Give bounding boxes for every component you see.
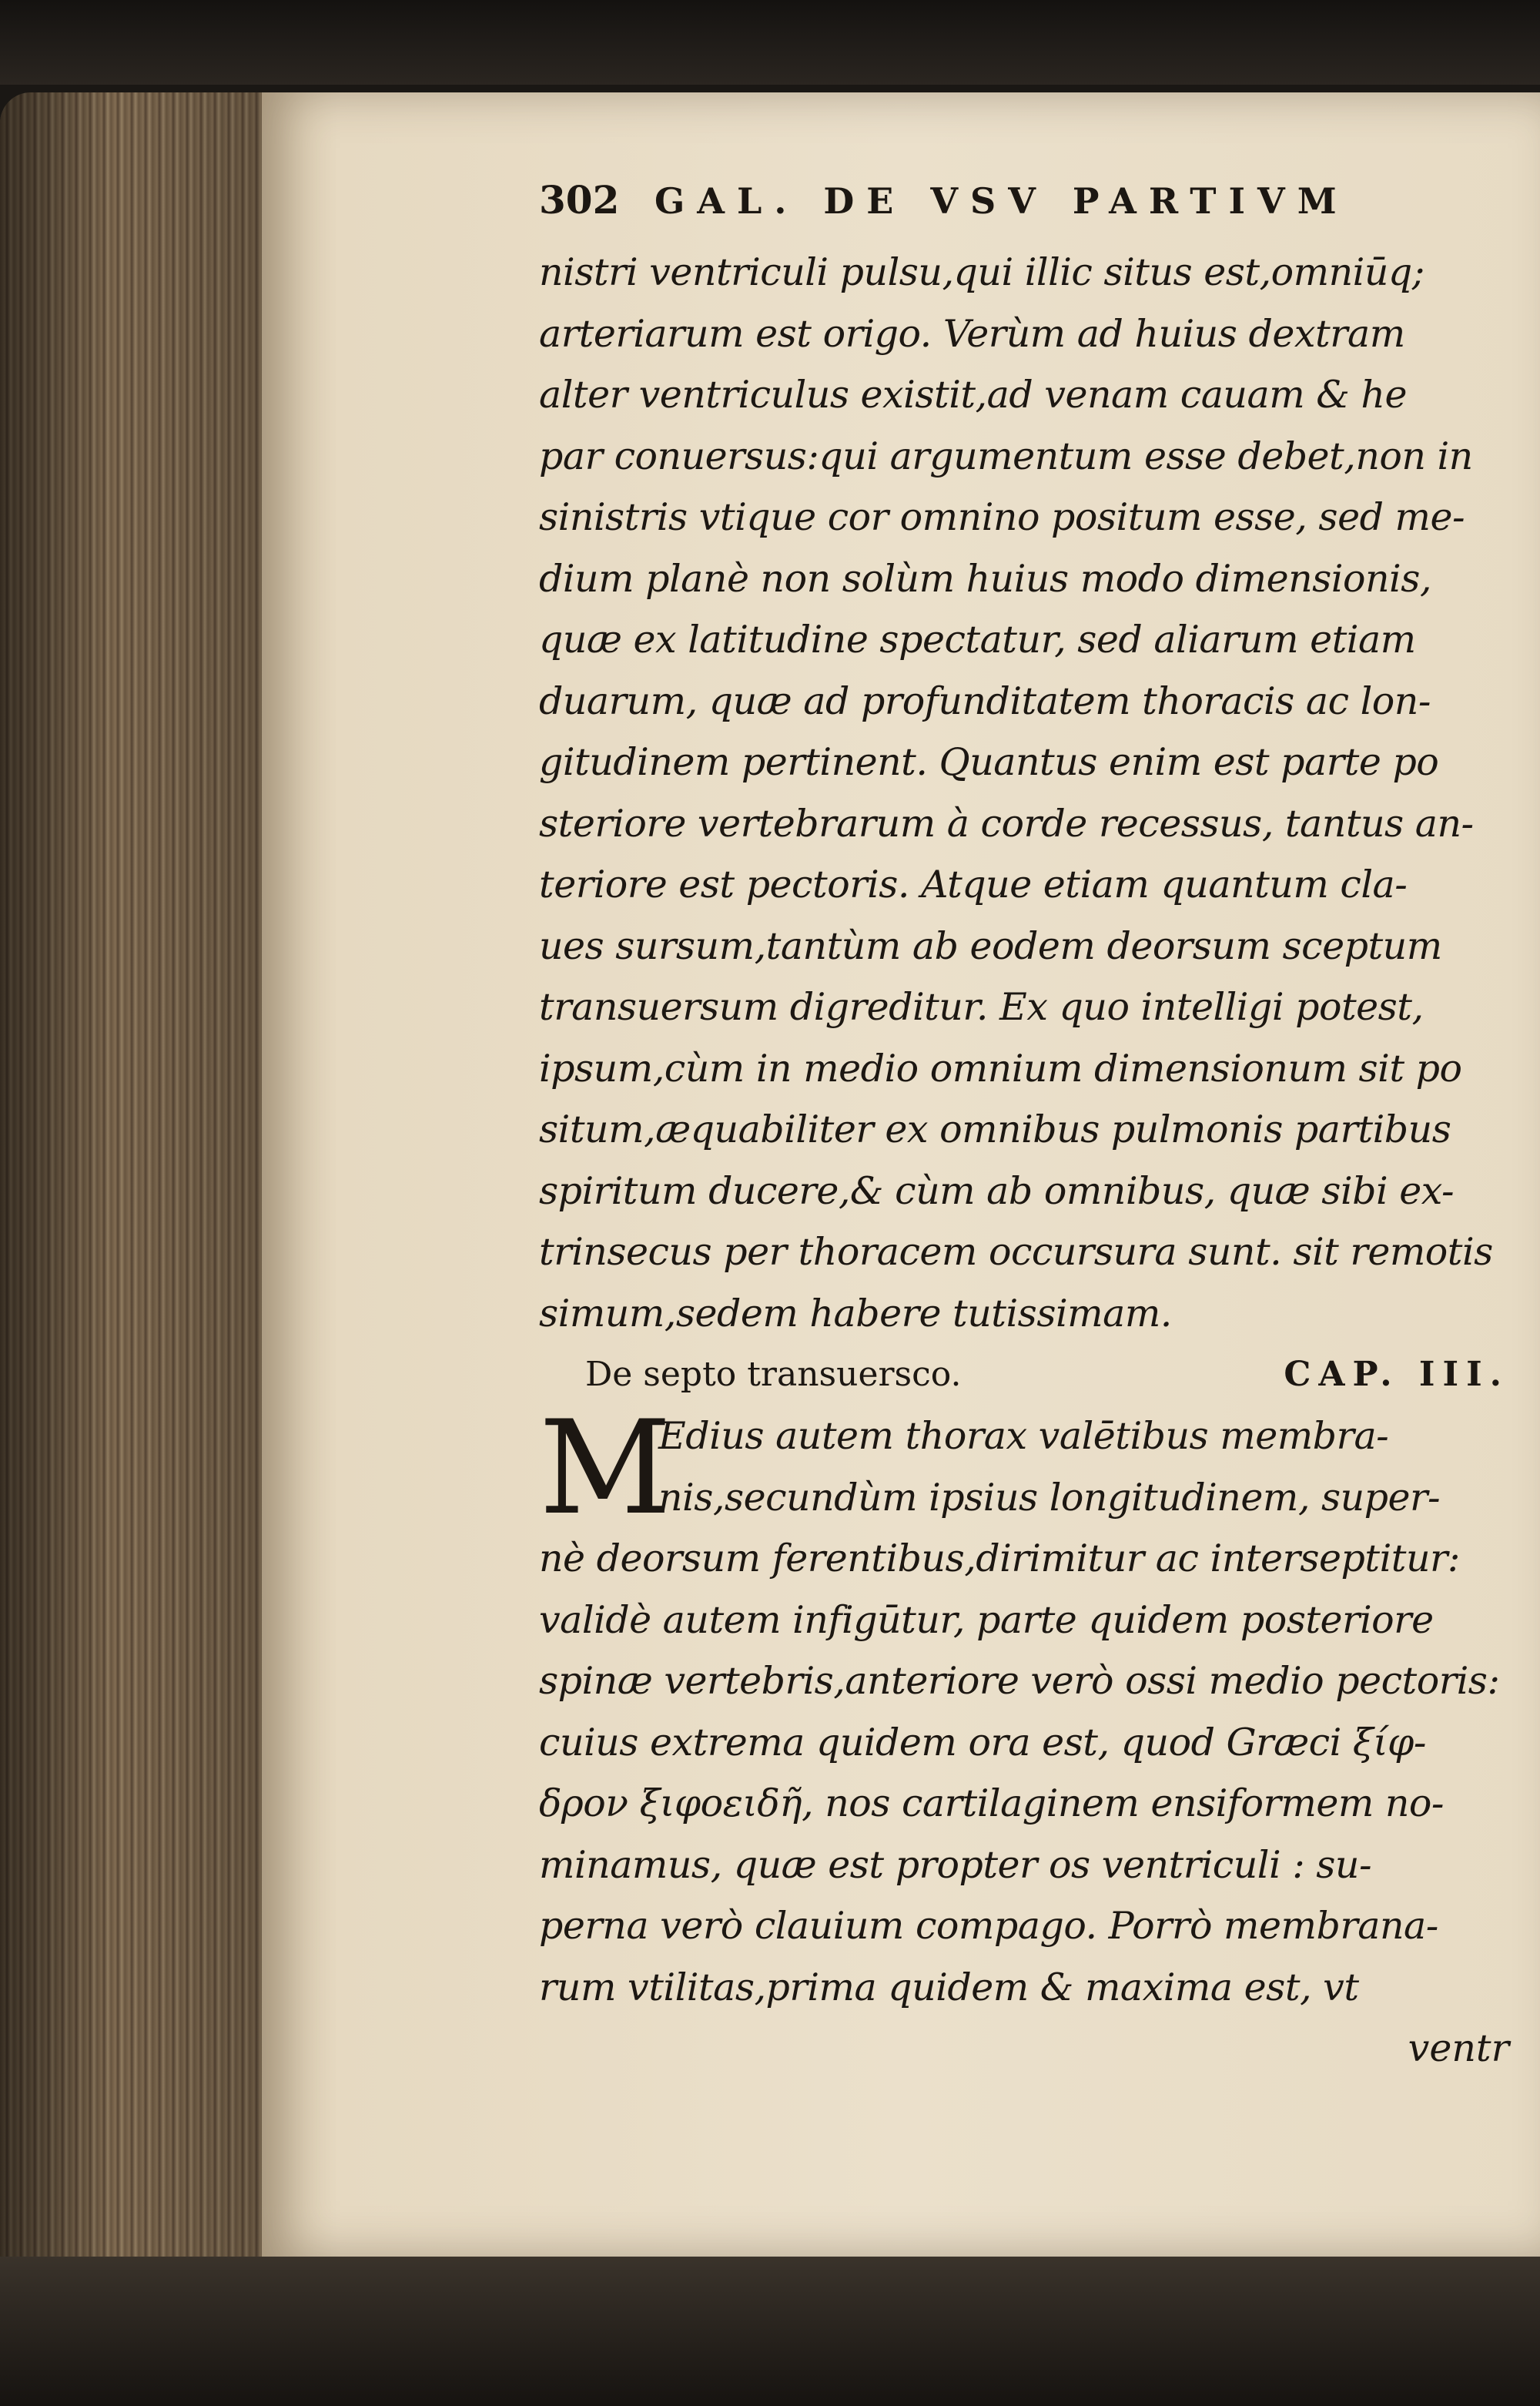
text-block	[539, 177, 1509, 2079]
bottom-background	[0, 2257, 1540, 2406]
page-number: 302	[539, 177, 620, 223]
text-line: cuius extrema quidem ora est, quod Græci ξίφ-	[539, 1720, 1426, 1764]
text-line: perna verò clauium compago. Porrò membrana-	[539, 1904, 1438, 1948]
text-line: teriore est pectoris. Atque etiam quantum cla-	[539, 863, 1408, 906]
text-line: nè deorsum ferentibus,dirimitur ac interseptitur:	[539, 1536, 1460, 1580]
text-line: arteriarum est origo. Verùm ad huius dextram	[539, 311, 1405, 356]
text-line: quæ ex latitudine spectatur, sed aliarum etiam	[539, 618, 1416, 662]
text-line: nis,secundùm ipsius longitudinem, super-	[658, 1475, 1441, 1520]
text-line: gitudinem pertinent. Quantus enim est parte po	[539, 740, 1439, 784]
text-line: validè autem infigūtur, parte quidem posteriore	[539, 1597, 1434, 1642]
text-line: duarum, quæ ad profunditatem thoracis ac lon-	[539, 679, 1431, 723]
paragraph-2	[539, 1392, 1509, 2018]
chapter-title: De septo transuersco.	[585, 1355, 962, 1394]
running-title: GAL. DE VSV PARTIVM	[654, 180, 1349, 222]
page-edges-shadow	[0, 92, 285, 2280]
paragraph-1	[539, 242, 1509, 1344]
text-line: situm,æquabiliter ex omnibus pulmonis partibus	[539, 1107, 1451, 1151]
text-line: ipsum,cùm in medio omnium dimensionum sit po	[539, 1046, 1462, 1091]
text-line: δρον ξιφοειδῆ, nos cartilaginem ensiformem no-	[539, 1781, 1444, 1825]
chapter-number: CAP. III.	[1284, 1355, 1509, 1394]
drop-cap-initial: M	[539, 1392, 672, 1543]
text-line: steriore vertebrarum à corde recessus, tantus an-	[539, 801, 1474, 846]
text-line: Edius autem thorax valētibus membra-	[658, 1414, 1389, 1458]
text-line: sinistris vtique cor omnino positum esse, sed me-	[539, 495, 1465, 539]
text-line: nistri ventriculi pulsu,qui illic situs est,omniūq;	[539, 250, 1424, 294]
catchword: ventr	[1408, 2026, 1509, 2070]
running-head	[539, 177, 1509, 239]
text-line: ues sursum,tantùm ab eodem deorsum sceptum	[539, 923, 1442, 968]
text-line: transuersum digreditur. Ex quo intelligi potest,	[539, 985, 1424, 1029]
text-line: minamus, quæ est propter os ventriculi : su-	[539, 1842, 1372, 1887]
text-line: alter ventriculus existit,ad venam cauam & he	[539, 373, 1407, 417]
text-line: trinsecus per thoracem occursura sunt. sit remotis	[539, 1230, 1493, 1274]
text-line: simum,sedem habere tutissimam.	[539, 1291, 1172, 1335]
top-background	[0, 0, 1540, 85]
text-line: par conuersus:qui argumentum esse debet,non in	[539, 434, 1473, 478]
text-line: spiritum ducere,& cùm ab omnibus, quæ sibi ex-	[539, 1168, 1455, 1213]
text-line: rum vtilitas,prima quidem & maxima est, vt	[539, 1965, 1359, 2009]
text-line: spinæ vertebris,anteriore verò ossi medio pectoris:	[539, 1659, 1500, 1703]
chapter-heading	[539, 1344, 1509, 1406]
text-line: dium planè non solùm huius modo dimensionis,	[539, 556, 1431, 601]
